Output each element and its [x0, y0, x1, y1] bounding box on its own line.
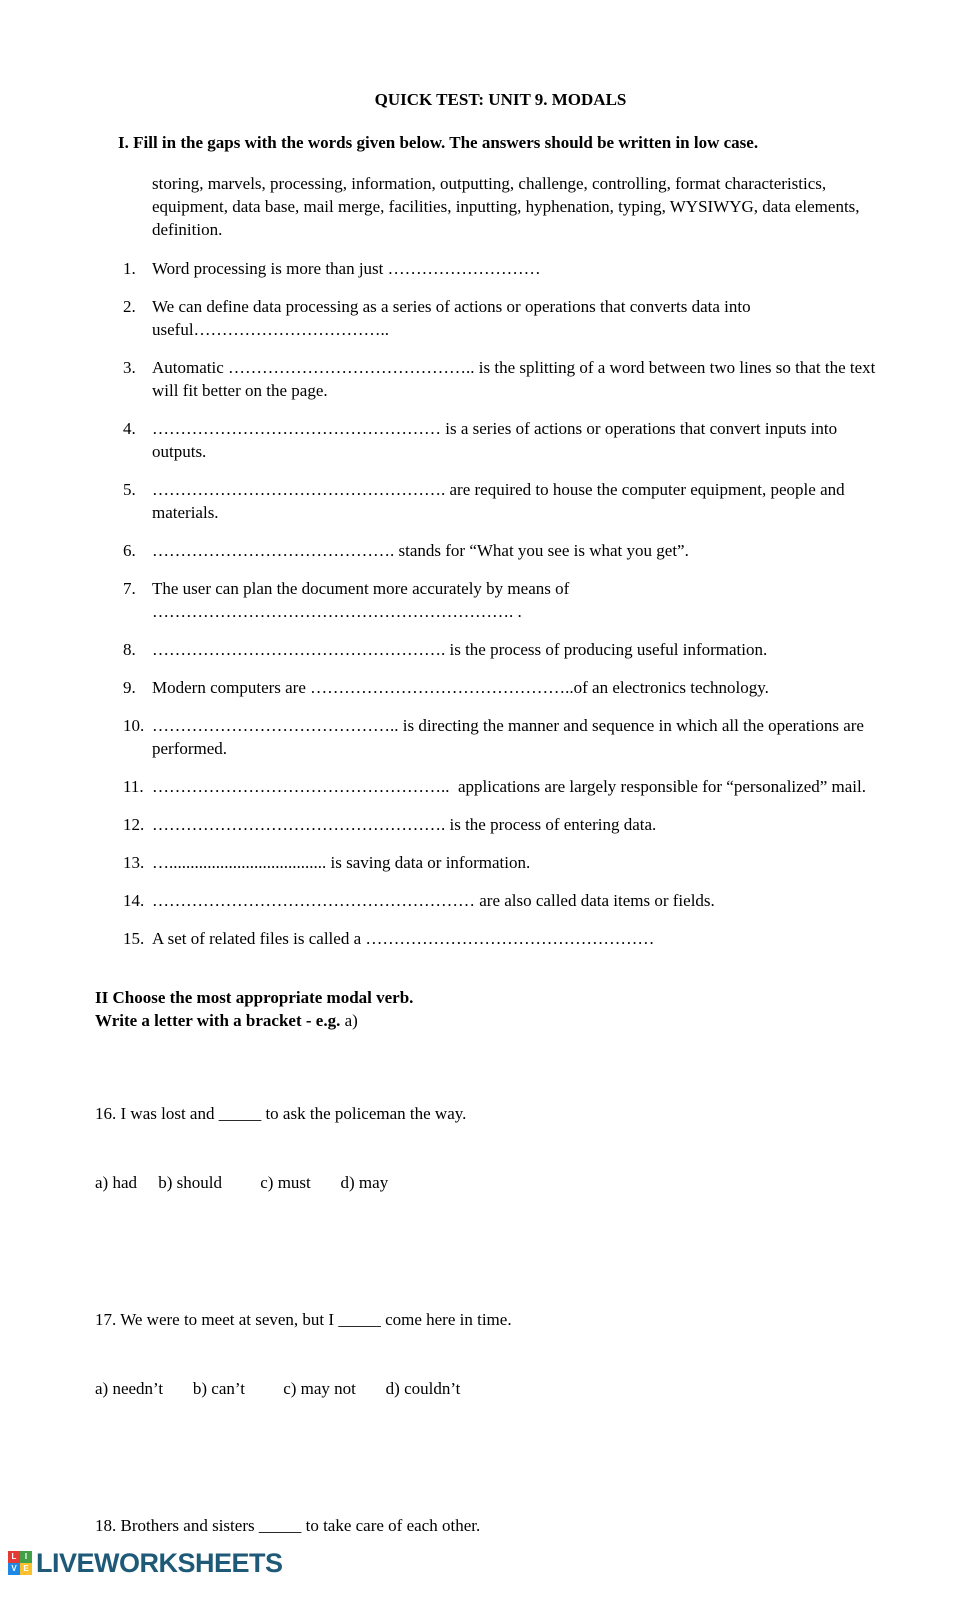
section2-heading-line2 — [95, 1009, 906, 1032]
item-number: 8. — [123, 640, 136, 659]
question-text: 18. Brothers and sisters _____ to take care of each other. — [95, 1516, 481, 1535]
page-title: QUICK TEST: UNIT 9. MODALS — [374, 90, 627, 109]
item-number: 5. — [123, 480, 136, 499]
word-bank: storing, marvels, processing, information, outputting, challenge, controlling, format characteristics, equipment, data base, mail merge, facilities, inputting, hyphenation, typing, WYSIWYG, data elements, definition. — [152, 174, 860, 239]
item-text: Modern computers are ………………………………………..of an electronics technology. — [152, 678, 769, 697]
item-number: 12. — [123, 815, 145, 834]
question-text: 17. We were to meet at seven, but I _____ come here in time. — [95, 1310, 512, 1329]
gap-fill-item — [123, 257, 883, 280]
item-number: 3. — [123, 358, 136, 377]
item-text: We can define data processing as a series of actions or operations that converts data into useful…………………………….. — [152, 297, 755, 339]
gap-fill-item — [123, 638, 883, 661]
liveworksheets-icon — [8, 1551, 32, 1575]
question-options: a) had b) should c) must d) may — [95, 1173, 389, 1192]
question-text: 16. I was lost and _____ to ask the policeman the way. — [95, 1104, 467, 1123]
item-text: …..................................... is saving data or information. — [152, 853, 531, 872]
item-text: Automatic …………………………………….. is the splitting of a word between two lines so that the text will fit better on the page. — [152, 358, 880, 400]
item-number: 2. — [123, 297, 136, 316]
item-number: 4. — [123, 419, 136, 438]
item-text: …………………………………………….. applications are largely responsible for “personalized” mail. — [152, 777, 866, 796]
gap-fill-item — [123, 577, 883, 623]
gap-fill-list — [123, 257, 906, 950]
item-number: 6. — [123, 541, 136, 560]
item-text: ……………………………………………. is the process of producing useful information. — [152, 640, 768, 659]
item-number: 11. — [123, 777, 144, 796]
brand-name: LIVEWORKSHEETS — [36, 1547, 283, 1578]
section2-heading — [95, 986, 906, 1032]
question-16 — [95, 1056, 906, 1240]
item-text: Word processing is more than just ……………………… — [152, 259, 541, 278]
item-text: ……………………………………………. are required to house the computer equipment, people and materials. — [152, 480, 849, 522]
gap-fill-item — [123, 478, 883, 524]
item-number: 9. — [123, 678, 136, 697]
item-text: ……………………………………………. is the process of entering data. — [152, 815, 657, 834]
item-text: …………………………………………… is a series of actions or operations that convert inputs into outputs. — [152, 419, 842, 461]
question-options: a) needn’t b) can’t c) may not d) couldn’t — [95, 1379, 461, 1398]
section2-heading-line1: II Choose the most appropriate modal verb. — [95, 988, 414, 1007]
section2-heading-line2-example: a) — [340, 1011, 358, 1030]
item-text: A set of related files is called a …………………………………………… — [152, 929, 655, 948]
gap-fill-item — [123, 714, 883, 760]
gap-fill-item — [123, 356, 883, 402]
item-number: 1. — [123, 259, 136, 278]
item-text: ……………………………………. stands for “What you see is what you get”. — [152, 541, 689, 560]
item-number: 10. — [123, 716, 145, 735]
gap-fill-item — [123, 676, 883, 699]
item-text: …………………………………….. is directing the manner and sequence in which all the operations are performed. — [152, 716, 869, 758]
logo-letter-i: I — [20, 1551, 32, 1563]
gap-fill-item — [123, 851, 883, 874]
gap-fill-item — [123, 775, 883, 798]
item-number: 15. — [123, 929, 145, 948]
logo-letter-l: L — [8, 1551, 20, 1563]
section2-heading-line2-bold: Write a letter with a bracket - e.g. — [95, 1011, 341, 1030]
item-number: 7. — [123, 579, 136, 598]
item-text: ………………………………………………… are also called data items or fields. — [152, 891, 715, 910]
liveworksheets-logo[interactable] — [8, 1547, 283, 1578]
gap-fill-item — [123, 889, 883, 912]
gap-fill-item — [123, 539, 883, 562]
item-number: 14. — [123, 891, 145, 910]
gap-fill-item — [123, 295, 883, 341]
logo-letter-v: V — [8, 1563, 20, 1575]
item-number: 13. — [123, 853, 145, 872]
gap-fill-item — [123, 417, 883, 463]
section1-heading: I. Fill in the gaps with the words given below. The answers should be written in low case. — [118, 133, 759, 152]
logo-letter-e: E — [20, 1563, 32, 1575]
gap-fill-item — [123, 813, 883, 836]
question-17 — [95, 1262, 906, 1446]
item-text: The user can plan the document more accurately by means of ………………………………………………………. . — [152, 579, 574, 621]
gap-fill-item — [123, 927, 883, 950]
section2 — [95, 986, 906, 1583]
